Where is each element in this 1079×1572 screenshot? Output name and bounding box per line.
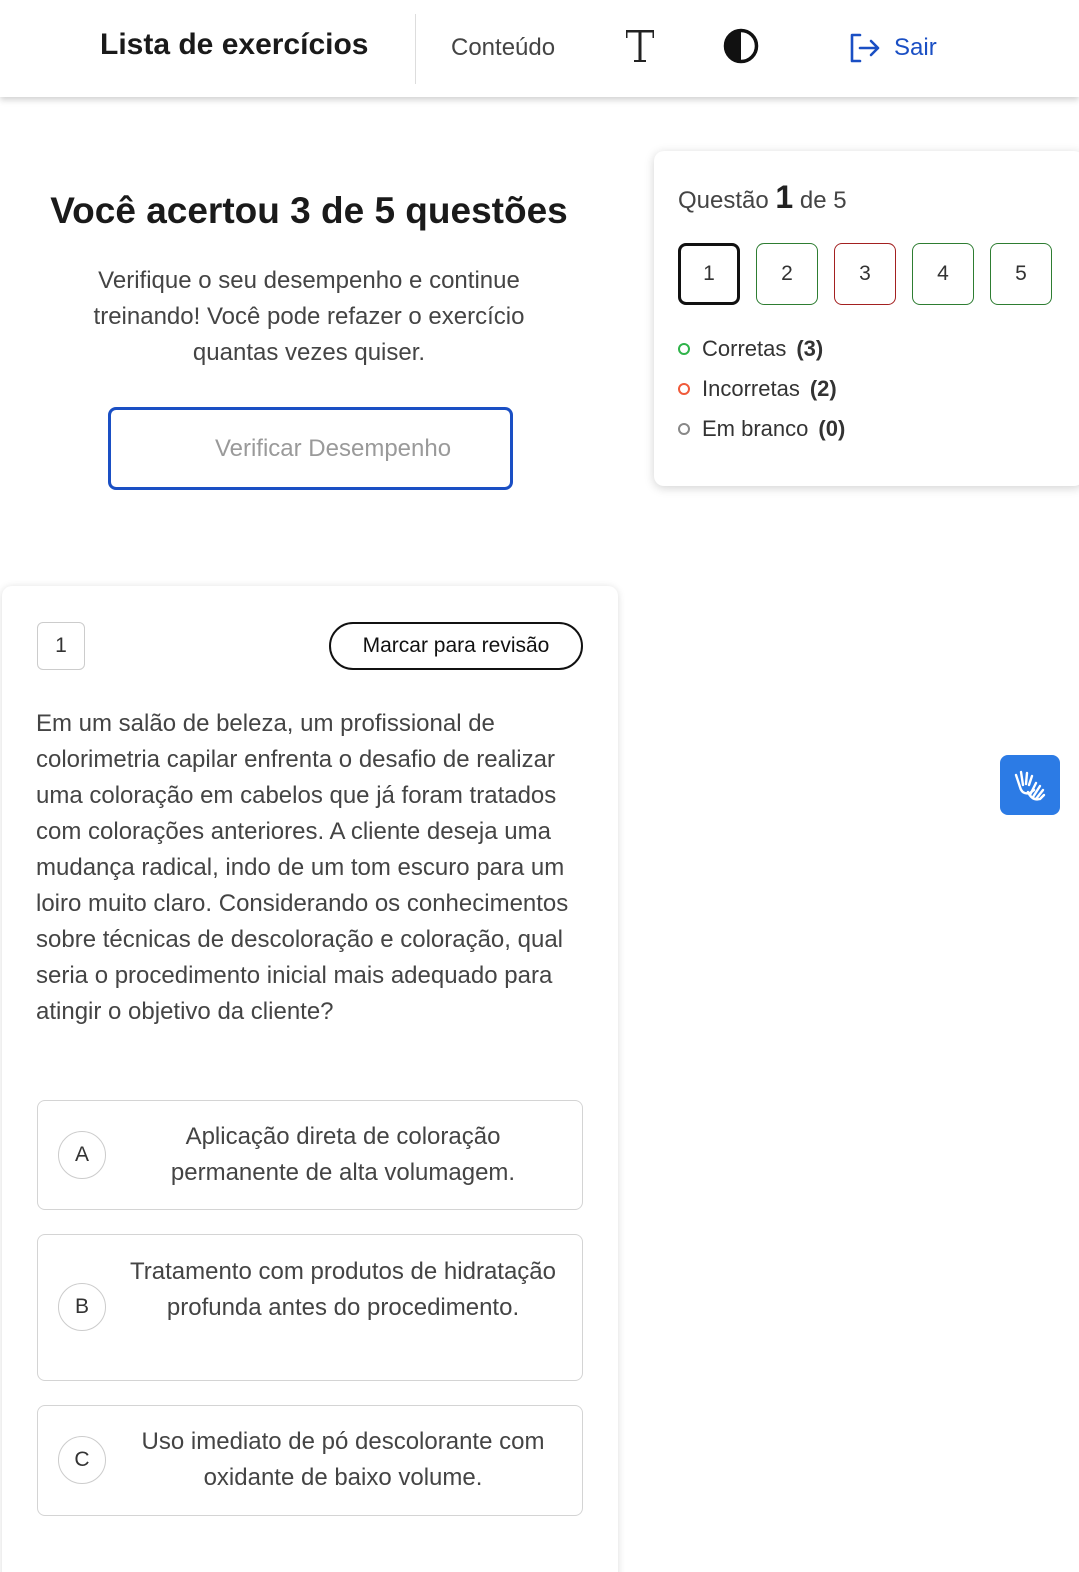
content-link[interactable]: Conteúdo	[451, 34, 556, 61]
question-button-2[interactable]: 2	[756, 243, 818, 305]
result-description: Verifique o seu desempenho e continue treinando! Você pode refazer o exercício quantas vezes quiser.	[93, 267, 525, 366]
question-text: Em um salão de beleza, um profissional de colorimetria capilar enfrenta o desafio de realizar uma coloração em cabelos que já foram tratados com colorações anteriores. A cliente deseja uma mudança radical, indo de um tom escuro para um loiro muito claro. Considerando os conhecimentos sobre técnicas de descoloração e coloração, qual seria o procedimento inicial mais adequado para atingir o objetivo da cliente?	[36, 710, 569, 1025]
question-number-badge: 1	[37, 622, 85, 670]
sign-language-icon	[1010, 765, 1050, 805]
question-buttons	[678, 243, 1052, 305]
option-text: Tratamento com produtos de hidratação profunda antes do procedimento.	[129, 1258, 556, 1321]
legend-blank: Em branco (0)	[678, 409, 845, 449]
correct-dot-icon	[678, 343, 690, 355]
option-text: Aplicação direta de coloração permanente de alta volumagem.	[170, 1123, 516, 1186]
option-letter: A	[58, 1131, 106, 1179]
logout-icon	[846, 30, 882, 66]
mark-for-review-button[interactable]: Marcar para revisão	[329, 622, 583, 670]
top-bar	[0, 0, 1079, 97]
question-button-1[interactable]: 1	[678, 243, 740, 305]
blank-dot-icon	[678, 423, 690, 435]
option-c[interactable]	[37, 1405, 583, 1516]
contrast-icon[interactable]	[723, 28, 759, 64]
logout-button[interactable]	[846, 30, 937, 66]
incorrect-dot-icon	[678, 383, 690, 395]
option-letter: B	[58, 1283, 106, 1331]
question-button-4[interactable]: 4	[912, 243, 974, 305]
option-a[interactable]	[37, 1100, 583, 1210]
result-title: Você acertou 3 de 5 questões	[50, 190, 568, 231]
sign-language-button[interactable]	[1000, 755, 1060, 815]
logout-label: Sair	[894, 34, 937, 61]
verify-performance-button[interactable]: Verificar Desempenho	[108, 407, 513, 490]
header-divider	[415, 14, 416, 84]
question-counter: Questão 1 de 5	[678, 179, 847, 215]
legend-correct: Corretas (3)	[678, 329, 845, 369]
question-button-3[interactable]: 3	[834, 243, 896, 305]
app-title: Lista de exercícios	[100, 28, 369, 61]
option-letter: C	[58, 1436, 106, 1484]
option-text: Uso imediato de pó descolorante com oxidante de baixo volume.	[141, 1428, 545, 1491]
current-question-number: 1	[775, 179, 794, 215]
question-card	[2, 586, 618, 1572]
legend-incorrect: Incorretas (2)	[678, 369, 845, 409]
question-button-5[interactable]: 5	[990, 243, 1052, 305]
option-b[interactable]	[37, 1234, 583, 1381]
font-size-icon[interactable]	[623, 26, 657, 66]
question-navigator	[654, 151, 1079, 486]
status-legend	[678, 329, 845, 449]
